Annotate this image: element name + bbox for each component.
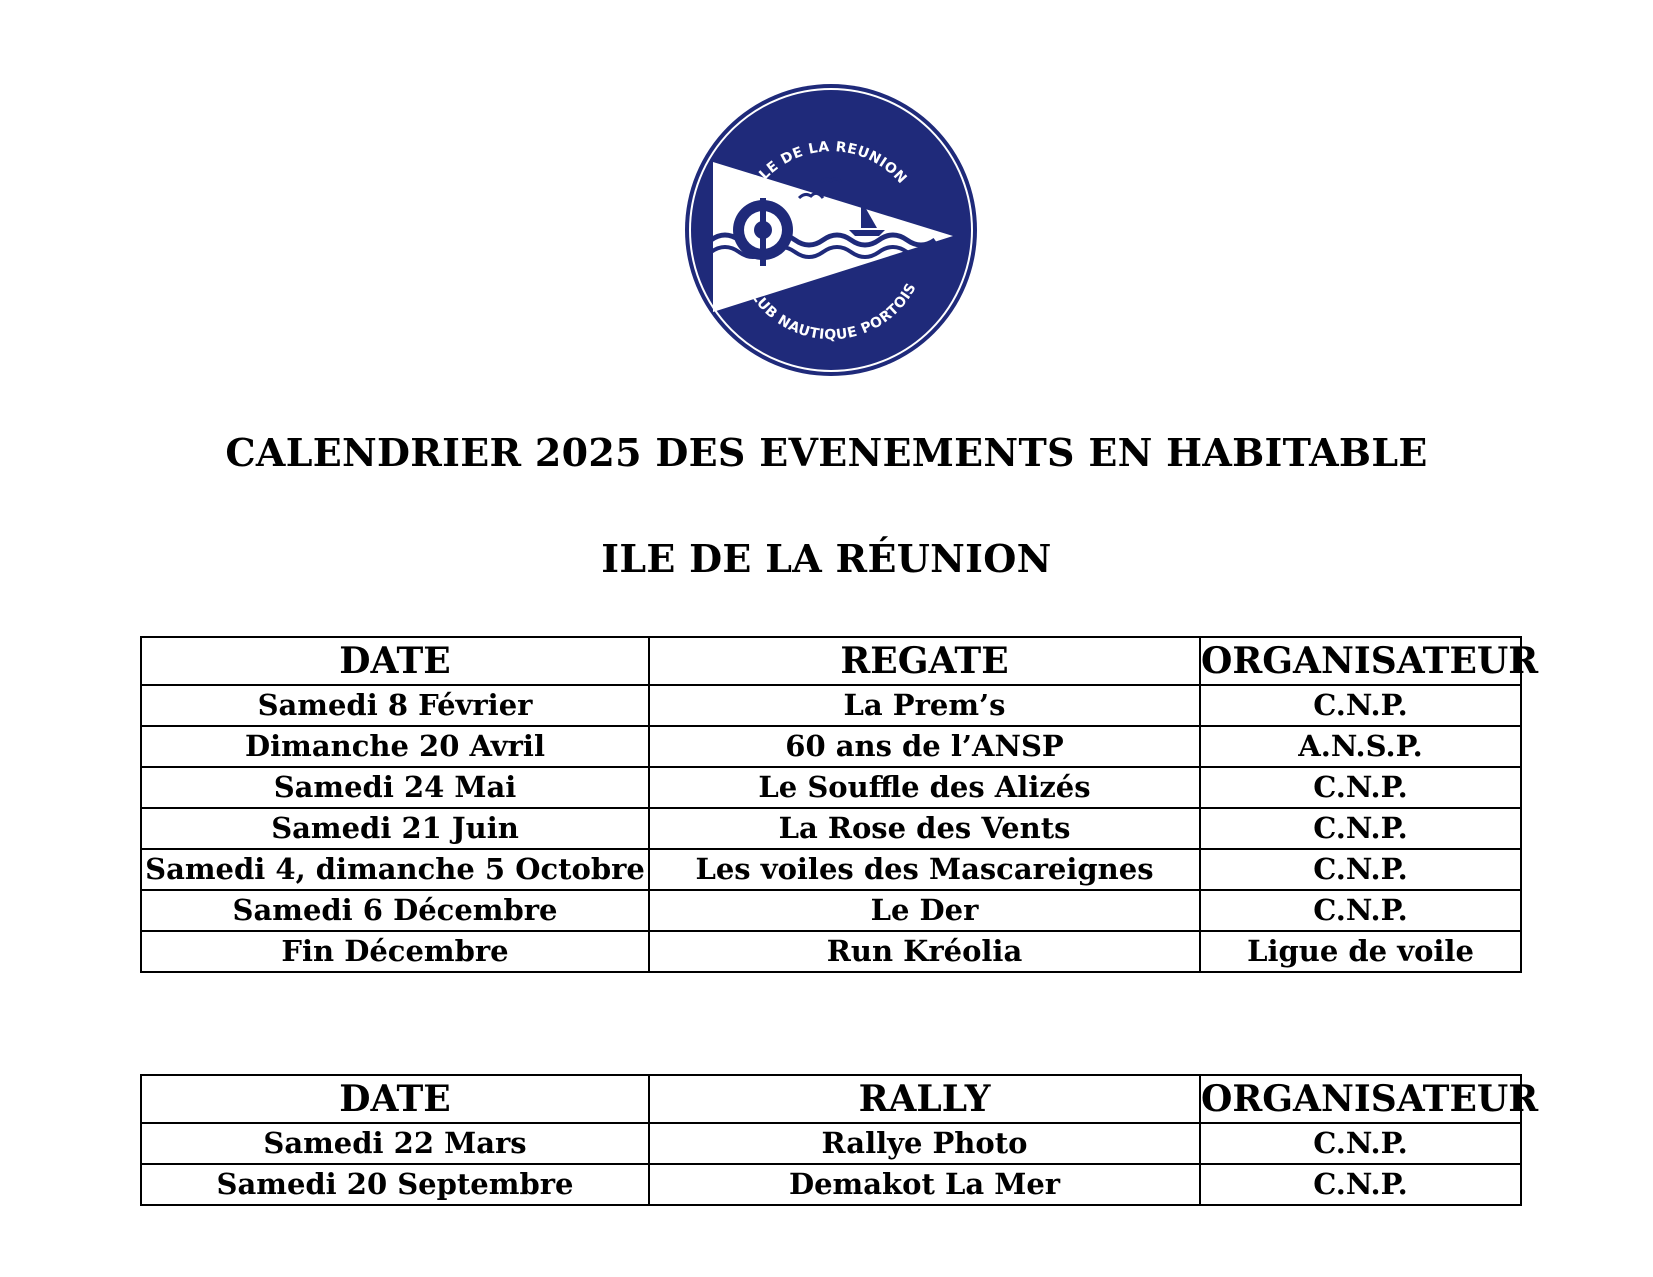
table-row [141, 890, 1521, 931]
header-date: DATE [141, 637, 649, 685]
table-header-row [141, 637, 1521, 685]
table-row [141, 808, 1521, 849]
cell-organizer: C.N.P. [1200, 767, 1521, 808]
cell-event: La Rose des Vents [649, 808, 1200, 849]
table-header-row [141, 1075, 1521, 1123]
header-organisateur: ORGANISATEUR [1200, 637, 1521, 685]
cell-date: Samedi 6 Décembre [141, 890, 649, 931]
table-row [141, 931, 1521, 972]
header-regate: REGATE [649, 637, 1200, 685]
cell-date: Samedi 21 Juin [141, 808, 649, 849]
cell-date: Samedi 20 Septembre [141, 1164, 649, 1205]
header-date: DATE [141, 1075, 649, 1123]
cell-event: Le Souffle des Alizés [649, 767, 1200, 808]
table-row [141, 685, 1521, 726]
cell-organizer: C.N.P. [1200, 890, 1521, 931]
table-row [141, 1164, 1521, 1205]
regates-table [140, 636, 1539, 973]
cell-date: Fin Décembre [141, 931, 649, 972]
cell-event: 60 ans de l’ANSP [649, 726, 1200, 767]
header-organisateur: ORGANISATEUR [1200, 1075, 1521, 1123]
cell-event: Rallye Photo [649, 1123, 1200, 1164]
rallyes-table [140, 1074, 1539, 1206]
cell-organizer: C.N.P. [1200, 1164, 1521, 1205]
cell-event: Les voiles des Mascareignes [649, 849, 1200, 890]
page-title: CALENDRIER 2025 DES EVENEMENTS EN HABITABLE [225, 430, 1428, 475]
cell-organizer: C.N.P. [1200, 808, 1521, 849]
cell-event: Run Kréolia [649, 931, 1200, 972]
cell-organizer: C.N.P. [1200, 1123, 1521, 1164]
cell-date: Dimanche 20 Avril [141, 726, 649, 767]
cell-event: Le Der [649, 890, 1200, 931]
cell-event: La Prem’s [649, 685, 1200, 726]
cell-date: Samedi 8 Février [141, 685, 649, 726]
logo-bottom-text: CLUB NAUTIQUE PORTOIS [742, 280, 920, 344]
club-logo-emblem [681, 80, 981, 380]
logo-top-text: ILE DE LA REUNION [751, 139, 910, 188]
cell-organizer: Ligue de voile [1200, 931, 1521, 972]
cell-organizer: A.N.S.P. [1200, 726, 1521, 767]
cell-date: Samedi 24 Mai [141, 767, 649, 808]
header-rally: RALLY [649, 1075, 1200, 1123]
club-logo [681, 80, 981, 380]
page-subtitle: ILE DE LA RÉUNION [601, 536, 1052, 581]
cell-event: Demakot La Mer [649, 1164, 1200, 1205]
table-row [141, 849, 1521, 890]
cell-organizer: C.N.P. [1200, 849, 1521, 890]
cell-date: Samedi 22 Mars [141, 1123, 649, 1164]
table-row [141, 726, 1521, 767]
cell-organizer: C.N.P. [1200, 685, 1521, 726]
cell-date: Samedi 4, dimanche 5 Octobre [141, 849, 649, 890]
table-row [141, 1123, 1521, 1164]
table-row [141, 767, 1521, 808]
